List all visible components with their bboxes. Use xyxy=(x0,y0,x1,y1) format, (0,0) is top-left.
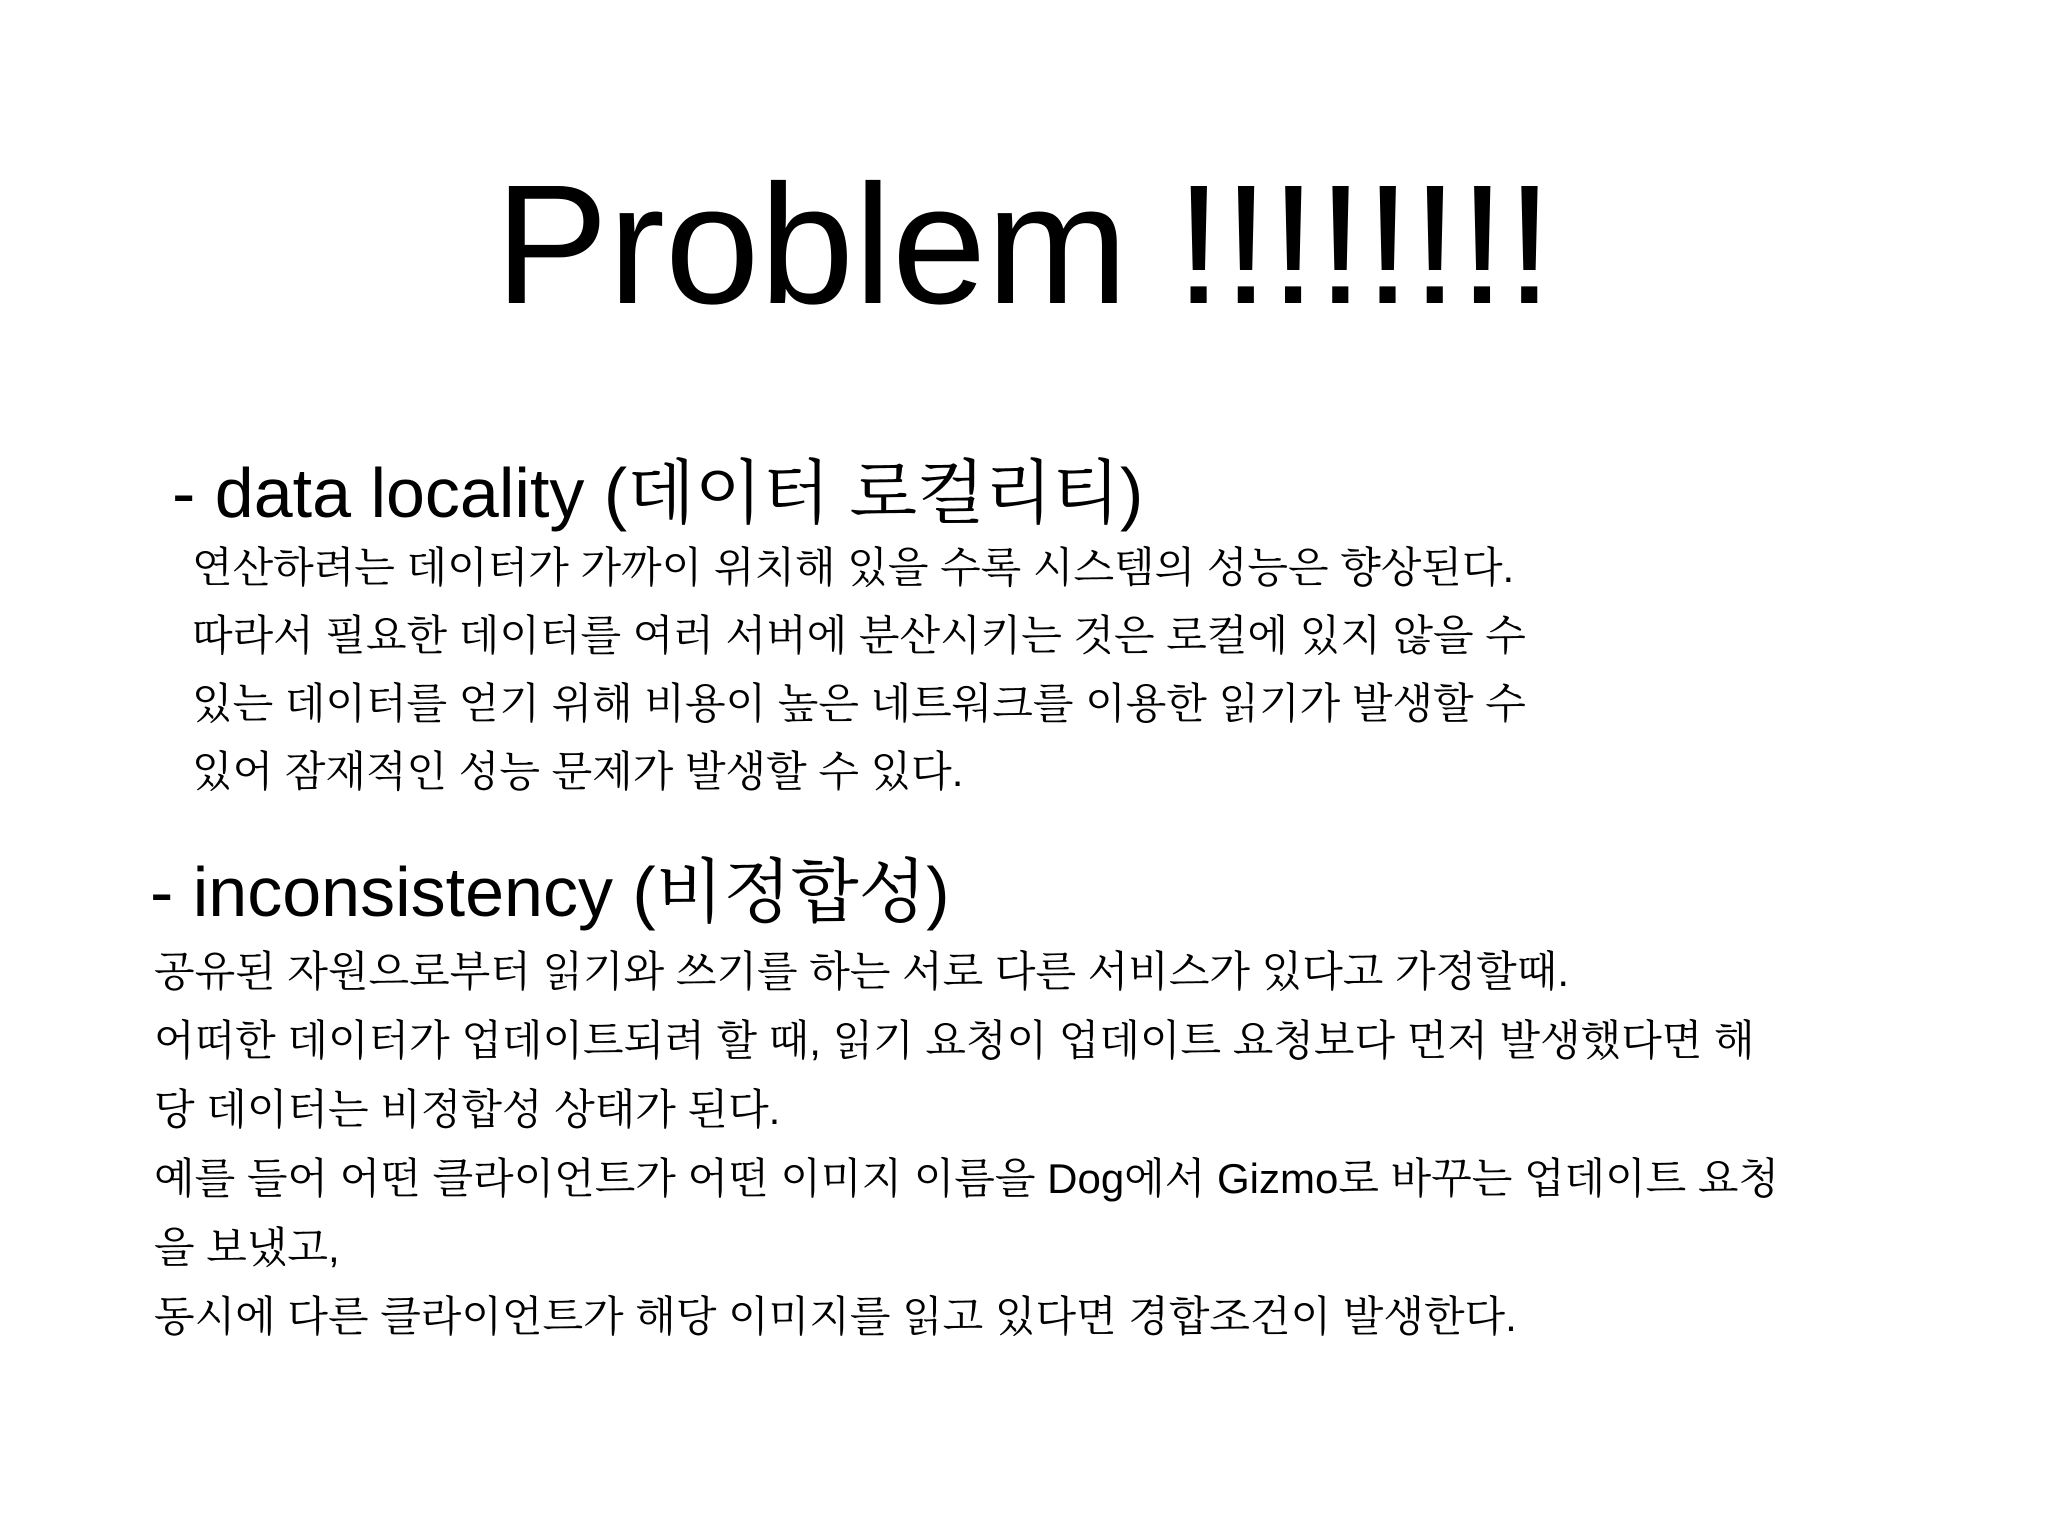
body-line: 있는 데이터를 얻기 위해 비용이 높은 네트워크를 이용한 읽기가 발생할 수 xyxy=(192,680,1526,727)
slide-title: Problem !!!!!!!! xyxy=(494,150,1554,340)
body-line: 있어 잠재적인 성능 문제가 발생할 수 있다. xyxy=(192,748,964,795)
body-line: 따라서 필요한 데이터를 여러 서버에 분산시키는 것은 로컬에 있지 않을 수 xyxy=(192,612,1526,659)
data-locality-body xyxy=(192,534,1526,806)
body-line: 연산하려는 데이터가 가까이 위치해 있을 수록 시스템의 성능은 향상된다. xyxy=(192,544,1515,591)
inconsistency-body xyxy=(154,937,1779,1351)
body-line: 어떠한 데이터가 업데이트되려 할 때, 읽기 요청이 업데이트 요청보다 먼저 발생했다면 해 xyxy=(154,1017,1755,1064)
body-line: 당 데이터는 비정합성 상태가 된다. xyxy=(154,1086,781,1133)
inconsistency-heading: - inconsistency (비정합성) xyxy=(150,853,950,931)
body-line: 공유된 자원으로부터 읽기와 쓰기를 하는 서로 다른 서비스가 있다고 가정할때. xyxy=(154,948,1569,995)
body-line: 을 보냈고, xyxy=(154,1224,340,1271)
body-line: 예를 들어 어떤 클라이언트가 어떤 이미지 이름을 Dog에서 Gizmo로 바꾸는 업데이트 요청 xyxy=(154,1155,1780,1202)
data-locality-heading: - data locality (데이터 로컬리티) xyxy=(172,454,1144,532)
body-line: 동시에 다른 클라이언트가 해당 이미지를 읽고 있다면 경합조건이 발생한다. xyxy=(154,1293,1517,1340)
